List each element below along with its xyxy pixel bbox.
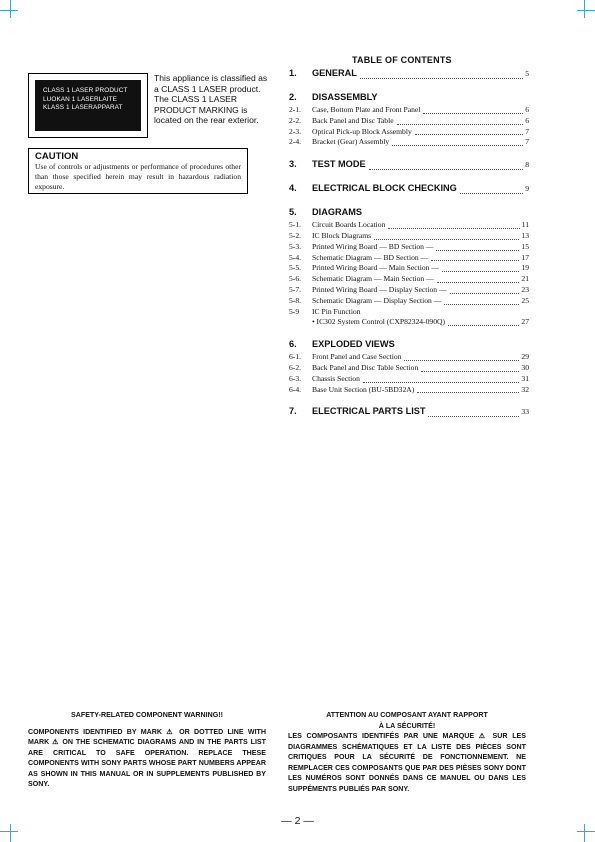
toc-page-number: 33 bbox=[521, 407, 529, 417]
toc-section bbox=[289, 207, 529, 220]
toc-item-number: 6-2. bbox=[289, 362, 302, 372]
toc-page-number: 30 bbox=[521, 362, 529, 372]
toc-item bbox=[289, 352, 529, 363]
toc-leader-dots bbox=[428, 416, 519, 417]
warning-body: COMPONENTS IDENTIFIED BY MARK ⚠ OR DOTTED LINE WITH MARK ⚠ ON THE SCHEMATIC DIAGRAMS AND IN THE PARTS LIST ARE CRITICAL TO SAFE OPERATION. REPLACE THESE COMPONENTS WITH SONY PARTS WHOSE PART NUMBERS APPEAR AS SHOWN IN THIS MANUAL OR IN SUPPLEMENTS PUBLISHED BY SONY. bbox=[28, 727, 266, 788]
toc-page-number: 23 bbox=[521, 284, 529, 294]
toc-item-number: 5-2. bbox=[289, 230, 302, 240]
toc-page-number: 9 bbox=[525, 184, 529, 194]
toc-item-number: 5-4. bbox=[289, 252, 302, 262]
toc-section-label: DIAGRAMS bbox=[312, 207, 363, 218]
toc-item bbox=[289, 253, 529, 264]
toc-section-number: 7. bbox=[289, 406, 297, 417]
toc-leader-dots bbox=[388, 228, 519, 229]
toc-page-number: 17 bbox=[521, 252, 529, 262]
toc-item-label: Optical Pick-up Block Assembly bbox=[312, 126, 412, 136]
toc-item-label: Chassis Section bbox=[312, 373, 360, 383]
warning-title-line2: À LA SÉCURITÉ! bbox=[378, 721, 436, 730]
toc-item-number: 5-6. bbox=[289, 274, 302, 284]
toc-leader-dots bbox=[404, 360, 519, 361]
toc-leader-dots bbox=[448, 325, 519, 326]
caution-box bbox=[28, 148, 248, 194]
toc-section-label: ELECTRICAL PARTS LIST bbox=[312, 406, 426, 417]
toc-item-number: 5-3. bbox=[289, 241, 302, 251]
toc-item bbox=[289, 220, 529, 231]
toc-section-number: 6. bbox=[289, 339, 297, 350]
toc-item-number: 6-4. bbox=[289, 384, 302, 394]
toc-page-number: 11 bbox=[521, 220, 529, 230]
toc-page-number: 6 bbox=[525, 115, 529, 125]
toc-item-label: Bracket (Gear) Assembly bbox=[312, 137, 390, 147]
warning-title: SAFETY-RELATED COMPONENT WARNING!! bbox=[71, 711, 223, 719]
warning-body: LES COMPOSANTS IDENTIFÉS PAR UNE MARQUE ⚠ SUR LES DIAGRAMMES SCHÉMATIQUES ET LA LISTE DES PIÈCES SONT CRITIQUES POUR LA SÉCURITÉ DE FONCTIONNEMENT. NE REMPLACER CES COMPOSANTS QUE PAR DES PIÈSES SONY DONT LES NUMÉROS SONT DONNÉS DANS CE MANUEL OU DANS LES SUPPÉMENTS PUBLIÉS PAR SONY. bbox=[288, 732, 526, 793]
toc-leader-dots bbox=[415, 134, 523, 135]
toc-item-number: 5-5. bbox=[289, 263, 302, 273]
toc-page-number: 7 bbox=[525, 126, 529, 136]
toc-leader-dots bbox=[431, 260, 519, 261]
toc-page-number: 31 bbox=[521, 373, 529, 383]
crop-mark bbox=[0, 831, 18, 832]
toc-item-label: Base Unit Section (BU-5BD32A) bbox=[312, 384, 415, 394]
toc-item bbox=[289, 242, 529, 253]
toc-page-number: 13 bbox=[521, 230, 529, 240]
laser-label-plate bbox=[35, 80, 141, 131]
toc-item bbox=[289, 116, 529, 127]
crop-mark bbox=[577, 831, 595, 832]
toc-page-number: 7 bbox=[525, 137, 529, 147]
crop-mark bbox=[0, 10, 18, 11]
toc-item-label: Back Panel and Disc Table Section bbox=[312, 362, 419, 372]
safety-warning-en bbox=[28, 710, 266, 790]
toc-page-number: 15 bbox=[521, 241, 529, 251]
toc-item bbox=[289, 385, 529, 396]
toc-section-number: 4. bbox=[289, 183, 297, 194]
toc-section-label: DISASSEMBLY bbox=[312, 92, 378, 102]
caution-title: CAUTION bbox=[35, 151, 79, 162]
toc-item bbox=[289, 307, 529, 318]
laser-notice: This appliance is classified as a CLASS 1 LASER product. The CLASS 1 LASER PRODUCT MARKING is located on the rear exterior. bbox=[154, 73, 268, 126]
toc-item-number: 2-2. bbox=[289, 115, 302, 125]
caution-body: Use of controls or adjustments or performance of procedures other than those specified herein may result in hazardous radiation exposure. bbox=[35, 162, 241, 191]
crop-mark bbox=[584, 0, 585, 18]
toc-section-label: TEST MODE bbox=[312, 159, 366, 170]
toc-leader-dots bbox=[374, 239, 519, 240]
toc-item-label: IC Block Diagrams bbox=[312, 230, 372, 240]
toc-section-number: 3. bbox=[289, 159, 297, 170]
toc-item bbox=[289, 127, 529, 138]
toc-item-label: Schematic Diagram — Main Section — bbox=[312, 274, 434, 284]
toc-page-number: 29 bbox=[521, 352, 529, 362]
toc-item-number: 2-3. bbox=[289, 126, 302, 136]
toc-leader-dots bbox=[417, 392, 519, 393]
toc-page-number: 6 bbox=[525, 105, 529, 114]
toc-leader-dots bbox=[437, 282, 520, 283]
laser-label-line: CLASS 1 LASER PRODUCT bbox=[43, 87, 128, 94]
toc-item-number: 2-4. bbox=[289, 137, 302, 147]
toc-leader-dots bbox=[360, 78, 523, 79]
toc-item-label: Case, Bottom Plate and Front Panel bbox=[312, 105, 421, 114]
toc-item-number: 6-3. bbox=[289, 373, 302, 383]
toc-page-number: 21 bbox=[521, 274, 529, 284]
toc-item-label: Front Panel and Case Section bbox=[312, 352, 402, 362]
toc-section bbox=[289, 92, 529, 105]
toc-item-label: • IC302 System Control (CXP82324-090Q) bbox=[312, 317, 446, 327]
toc-page-number: 25 bbox=[521, 295, 529, 305]
toc-item-label: Schematic Diagram — BD Section — bbox=[312, 252, 429, 262]
crop-mark bbox=[10, 0, 11, 18]
toc-section-label: ELECTRICAL BLOCK CHECKING bbox=[312, 183, 457, 194]
toc-leader-dots bbox=[423, 113, 523, 114]
toc-leader-dots bbox=[442, 271, 519, 272]
toc-item bbox=[289, 363, 529, 374]
toc-section-label: GENERAL bbox=[312, 68, 357, 78]
toc-item-number: 5-8. bbox=[289, 295, 302, 305]
laser-label-line: KLASS 1 LASERAPPARAT bbox=[43, 104, 123, 112]
toc-leader-dots bbox=[392, 145, 523, 146]
toc-page-number: 19 bbox=[521, 263, 529, 273]
toc-section-number: 1. bbox=[289, 68, 297, 78]
toc-section-number: 5. bbox=[289, 207, 297, 218]
toc-leader-dots bbox=[444, 304, 519, 305]
safety-warning-fr bbox=[288, 710, 526, 794]
toc-item-number: 6-1. bbox=[289, 352, 302, 362]
toc-item bbox=[289, 274, 529, 285]
toc-item-label: Schematic Diagram — Display Section — bbox=[312, 295, 442, 305]
toc-leader-dots bbox=[436, 250, 519, 251]
toc-item-label: Back Panel and Disc Table bbox=[312, 115, 394, 125]
toc-item-label: Printed Wiring Board — Main Section — bbox=[312, 263, 439, 273]
toc-leader-dots bbox=[460, 193, 523, 194]
crop-mark bbox=[577, 10, 595, 11]
toc-section bbox=[289, 183, 529, 196]
toc-item bbox=[289, 105, 529, 116]
toc-section bbox=[289, 68, 529, 81]
laser-label-line: LUOKAN 1 LASERLAITE bbox=[43, 95, 118, 103]
toc-leader-dots bbox=[397, 124, 524, 125]
toc-leader-dots bbox=[363, 382, 520, 383]
toc-item-number: 2-1. bbox=[289, 105, 302, 114]
toc-item bbox=[289, 374, 529, 385]
toc-section bbox=[289, 159, 529, 172]
toc-leader-dots bbox=[369, 169, 524, 170]
toc-section-label: EXPLODED VIEWS bbox=[312, 339, 395, 350]
toc-item bbox=[289, 231, 529, 242]
toc-title: TABLE OF CONTENTS bbox=[352, 55, 452, 65]
toc-item bbox=[289, 263, 529, 274]
table-of-contents bbox=[289, 68, 529, 419]
toc-leader-dots bbox=[421, 371, 519, 372]
toc-section bbox=[289, 406, 529, 419]
toc-item-label: Printed Wiring Board — BD Section — bbox=[312, 241, 434, 251]
toc-page-number: 5 bbox=[525, 69, 529, 78]
toc-item-number: 5-7. bbox=[289, 284, 302, 294]
toc-page-number: 27 bbox=[521, 317, 529, 327]
toc-section-number: 2. bbox=[289, 92, 297, 102]
warning-title: ATTENTION AU COMPOSANT AYANT RAPPORT bbox=[326, 711, 488, 719]
toc-item bbox=[289, 285, 529, 296]
toc-item-label: Printed Wiring Board — Display Section — bbox=[312, 284, 447, 294]
toc-item bbox=[289, 317, 529, 328]
toc-item bbox=[289, 137, 529, 148]
toc-page-number: 32 bbox=[521, 384, 529, 394]
laser-product-label bbox=[28, 73, 148, 138]
toc-item-label: IC Pin Function bbox=[312, 306, 361, 316]
toc-item bbox=[289, 296, 529, 307]
toc-section bbox=[289, 339, 529, 352]
toc-leader-dots bbox=[450, 293, 520, 294]
toc-page-number: 8 bbox=[525, 160, 529, 170]
toc-item-number: 5-1. bbox=[289, 220, 302, 230]
toc-item-label: Circuit Boards Location bbox=[312, 220, 386, 230]
toc-item-number: 5-9 bbox=[289, 306, 300, 316]
page-number: — 2 — bbox=[281, 815, 314, 827]
